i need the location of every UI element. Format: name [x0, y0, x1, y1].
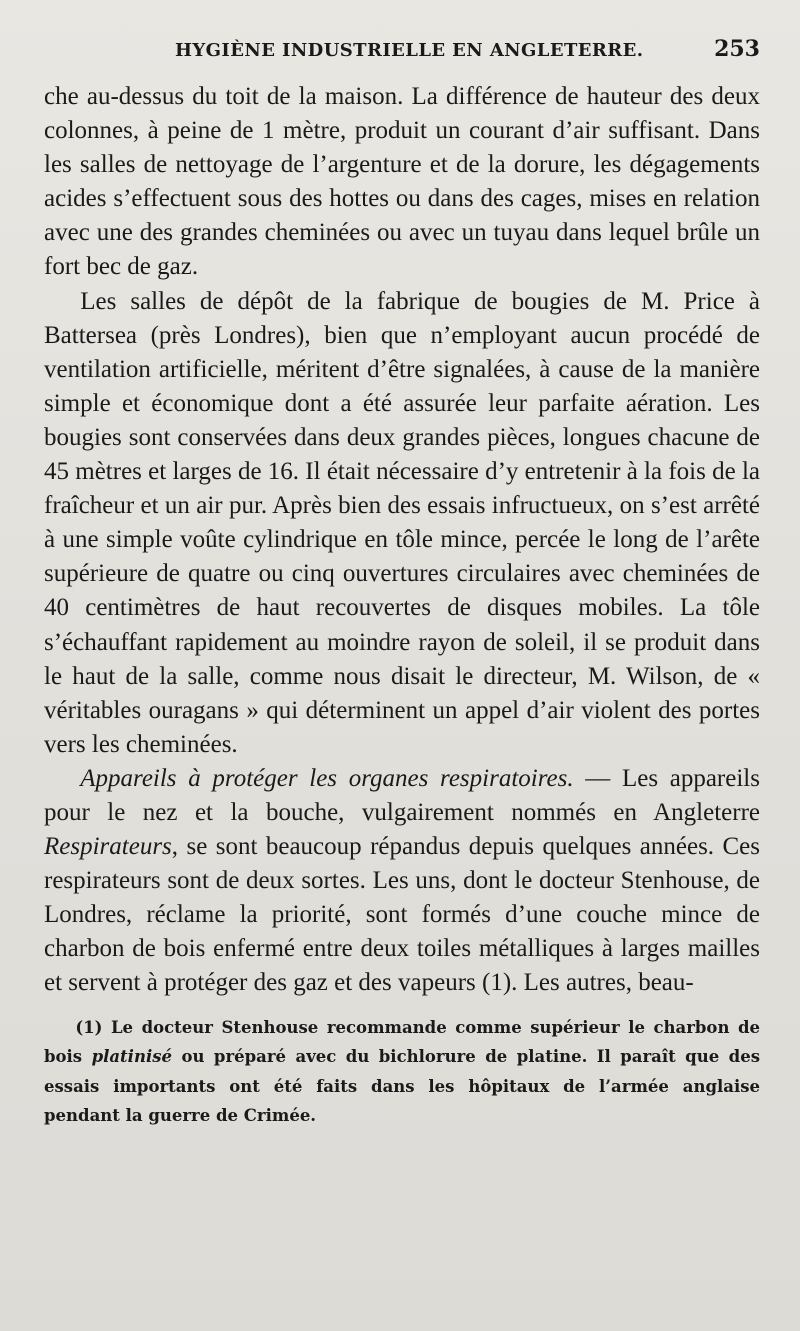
paragraph-1: che au-dessus du toit de la maison. La différence de hauteur des deux colonnes, à peine de 1 mètre, produit un courant d’air suffisant. Dans les salles de nettoyage de l’argenture et de la dorure, les dégagements acides s’effectuent sous des hottes ou dans des cages, mises en relation avec une des grandes cheminées ou avec un tuyau dans lequel brûle un fort bec de gaz. [44, 83, 760, 281]
page-header [44, 38, 760, 74]
paragraph-3 [44, 762, 760, 1001]
respirateurs-term: Respirateurs [44, 833, 172, 861]
footnote-rest: ou préparé avec du bichlorure de platine. Il paraît que des essais importants ont été faits dans les hôpitaux de l’armée anglaise pendant la guerre de Crimée. [44, 1047, 760, 1126]
paragraph-3-rest: , se sont beaucoup répandus depuis quelques années. Ces respirateurs sont de deux sortes. Les uns, dont le docteur Stenhouse, de Londres, réclame la priorité, sont formés d’une couche mince de charbon de bois enfermé entre deux toiles métalliques à larges mailles et servent à protéger des gaz et des vapeurs (1). Les autres, beau- [44, 833, 760, 997]
platinise-term: platinisé [91, 1047, 172, 1067]
footnote-1 [44, 1013, 760, 1131]
paragraph-2: Les salles de dépôt de la fabrique de bougies de M. Price à Battersea (près Londres), bien que n’employant aucun procédé de ventilation artificielle, méritent d’être signalées, à cause de la manière simple et économique dont a été assurée leur parfaite aération. Les bougies sont conservées dans deux grandes pièces, longues chacune de 45 mètres et larges de 16. Il était nécessaire d’y entretenir à la fois de la fraîcheur et un air pur. Après bien des essais infructueux, on s’est arrêté à une simple voûte cylindrique en tôle mince, percée le long de l’arête supérieure de quatre ou cinq ouvertures circulaires avec cheminées de 40 centimètres de haut recouvertes de disques mobiles. La tôle s’échauffant rapidement au moindre rayon de soleil, il se produit dans le haut de la salle, comme nous disait le directeur, M. Wilson, de « véritables ouragans » qui déterminent un appel d’air violent des portes vers les cheminées. [44, 287, 760, 758]
body-text [44, 80, 760, 1001]
section-heading: Appareils à protéger les organes respiratoires. [80, 764, 574, 792]
footnotes [44, 1013, 760, 1131]
paragraph-3-text: — Les appareils pour le nez et la bouche, vulgairement nommés en Angleterre [44, 764, 760, 826]
footnote-lead: (1) Le docteur Stenhouse recommande comme supérieur le charbon de bois [44, 1017, 760, 1067]
running-title: HYGIÈNE INDUSTRIELLE EN ANGLETERRE. [175, 40, 644, 61]
page-number: 253 [714, 36, 760, 62]
